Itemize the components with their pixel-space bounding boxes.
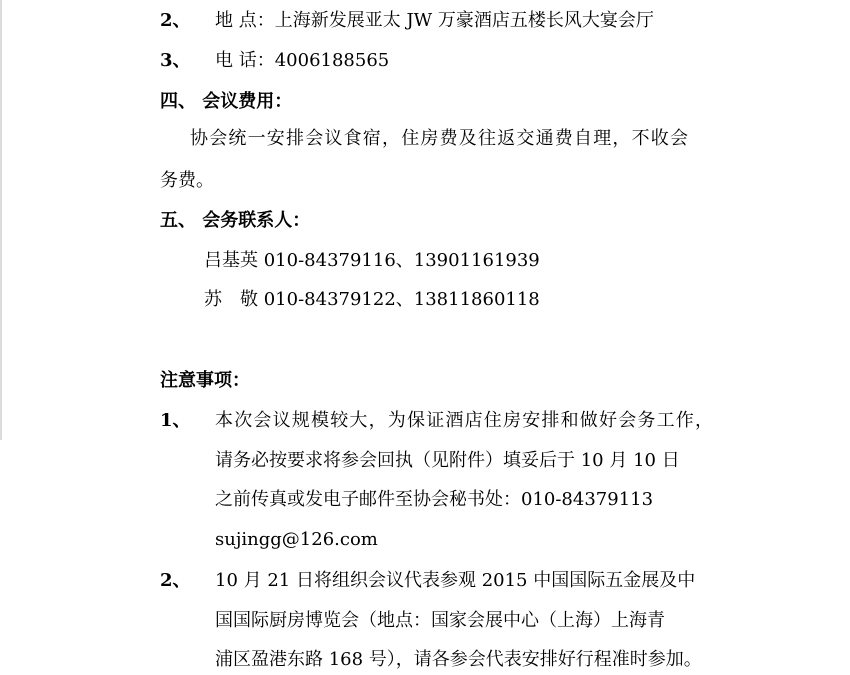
list-number: 3、: [160, 50, 191, 71]
list-number: 2、: [160, 10, 191, 31]
note-line: 国国际厨房博览会（地点：国家会展中心（上海）上海青: [215, 610, 665, 631]
email-text: sujingg@126.com: [215, 529, 378, 550]
contact-line: 吕基英 010-84379116、13901161939: [204, 250, 540, 271]
page-edge: [0, 0, 2, 440]
note-line: 浦区盈港东路 168 号），请各参会代表安排好行程准时参加。: [215, 649, 702, 670]
note-line: 请务必按要求将参会回执（见附件）填妥后于 10 月 10 日: [215, 450, 680, 471]
note-line: 本次会议规模较大，为保证酒店住房安排和做好会务工作，: [215, 410, 715, 431]
section-heading-contacts: 五、 会务联系人：: [160, 210, 311, 231]
fees-body-line: 务费。: [160, 170, 214, 191]
phone-text: 电 话：4006188565: [215, 50, 390, 71]
venue-text: 地 点：上海新发展亚太 JW 万豪酒店五楼长风大宴会厅: [215, 10, 654, 31]
fees-body-line: 协会统一安排会议食宿，住房费及往返交通费自理，不收会: [190, 128, 690, 149]
note-line: 10 月 21 日将组织会议代表参观 2015 中国国际五金展及中: [215, 570, 696, 591]
contact-line: 苏 敬 010-84379122、13811860118: [204, 289, 540, 310]
note-line: 之前传真或发电子邮件至协会秘书处：010-84379113: [215, 489, 654, 510]
section-heading-fees: 四、 会议费用：: [160, 91, 293, 112]
notes-heading: 注意事项：: [160, 370, 250, 391]
list-number: 1、: [160, 410, 191, 431]
list-number: 2、: [160, 570, 191, 591]
